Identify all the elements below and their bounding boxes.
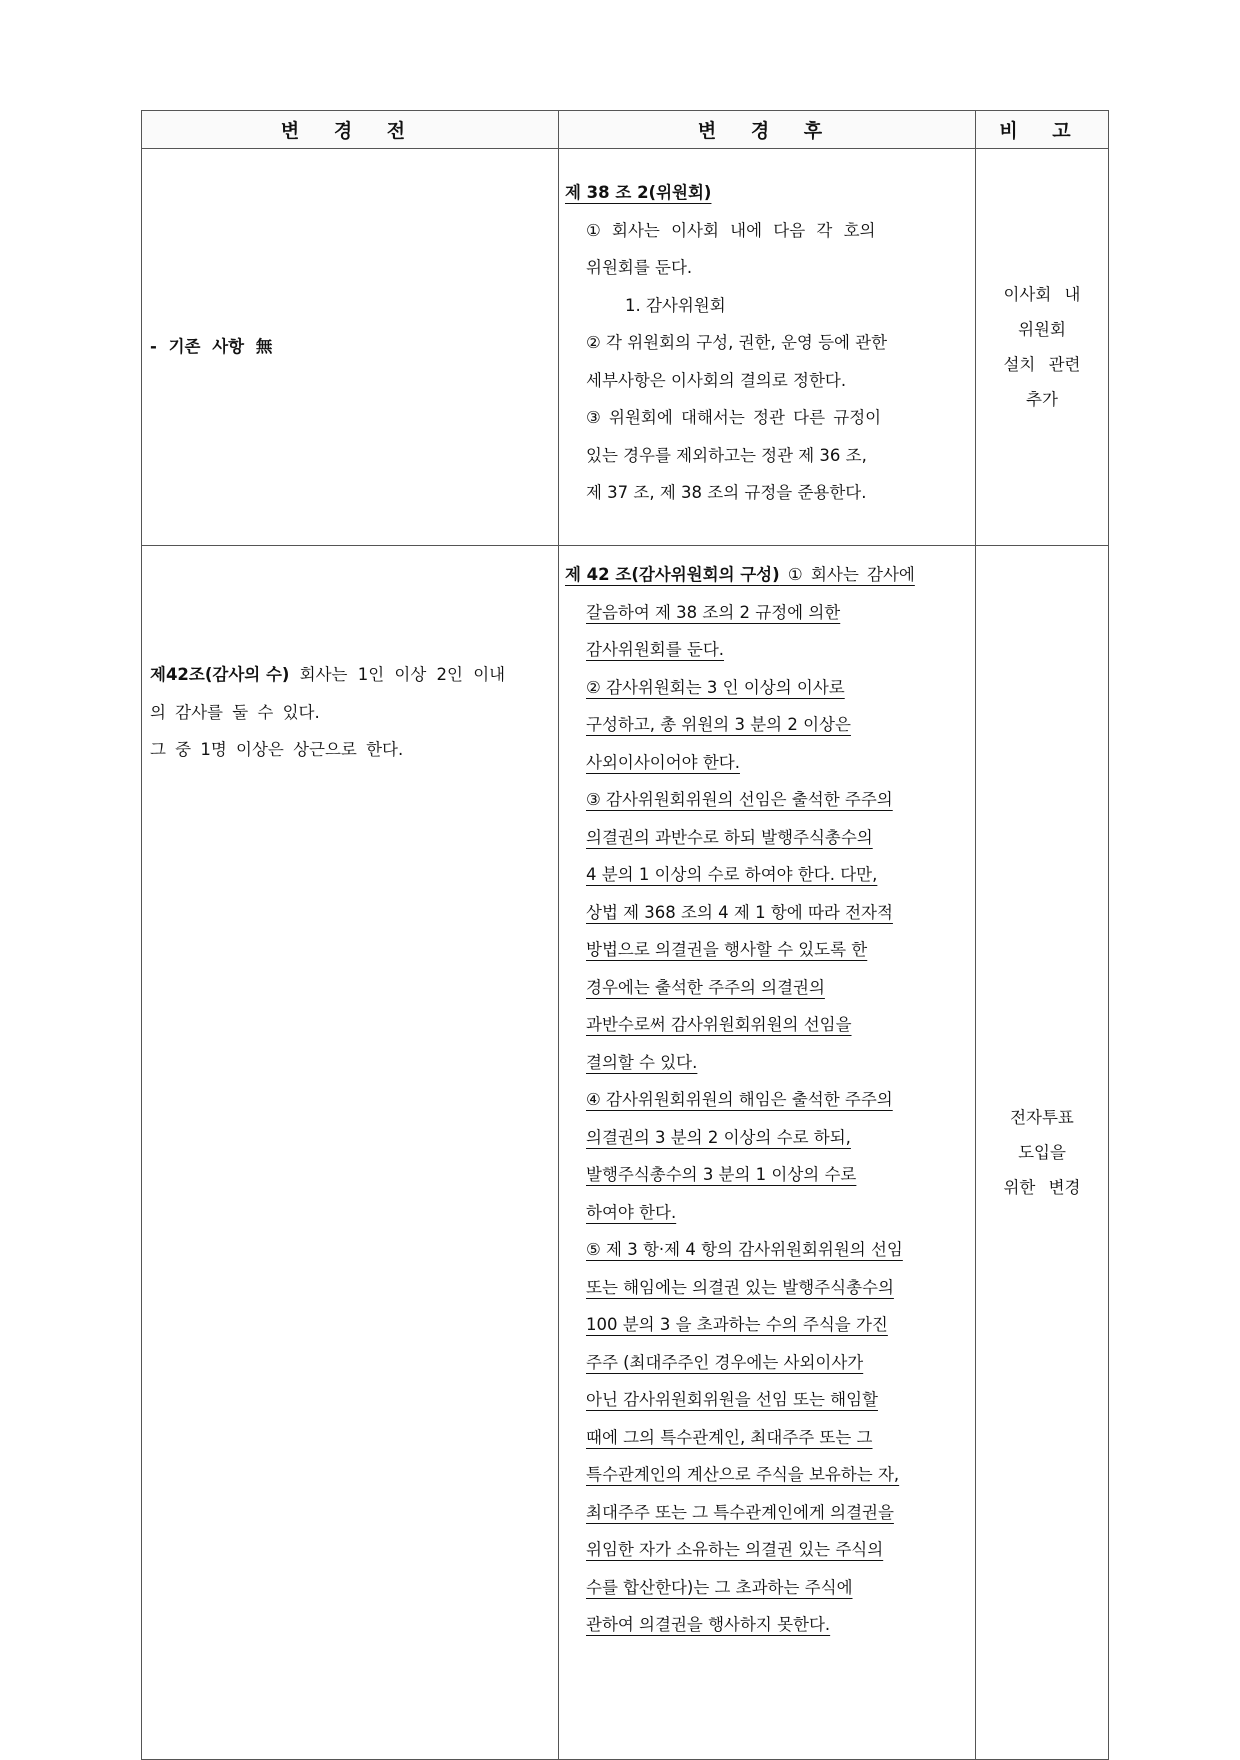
row1-note-line: 설치 관련 [1003, 355, 1081, 374]
row2-after-line: ③ 감사위원회위원의 선임은 출석한 주주의 [586, 790, 893, 809]
row2-before-line: 그 중 1명 이상은 상근으로 한다. [150, 740, 404, 759]
row2-after-line: 방법으로 의결권을 행사할 수 있도록 한 [586, 940, 868, 959]
table-row [142, 546, 1109, 1760]
row2-after-line: 의결권의 3 분의 2 이상의 수로 하되, [586, 1127, 851, 1147]
row2-after-title: 제 42 조(감사위원회의 구성) [565, 565, 780, 584]
row2-after-line: 발행주식총수의 3 분의 1 이상의 수로 [586, 1165, 857, 1184]
row2-after-line: 아닌 감사위원회위원을 선임 또는 해임할 [586, 1390, 878, 1409]
row2-after-line: 위임한 자가 소유하는 의결권 있는 주식의 [586, 1540, 884, 1559]
row1-note-cell [976, 149, 1109, 546]
row2-after-line: 의결권의 과반수로 하되 발행주식총수의 [586, 827, 873, 847]
header-after: 변 경 후 [559, 111, 976, 149]
row1-after-cell [559, 149, 976, 546]
row1-after-title: 제 38 조 2(위원회) [565, 183, 712, 202]
row1-before-text: - 기존 사항 無 [150, 337, 273, 357]
row1-note-line: 위원회 [1018, 320, 1066, 339]
row2-note-cell [976, 546, 1109, 1760]
amendment-comparison-table [141, 110, 1109, 1760]
row2-after-line: 최대주주 또는 그 특수관계인에게 의결권을 [586, 1502, 894, 1522]
row2-after-line: 사외이사이어야 한다. [586, 752, 740, 772]
row2-before-line: 회사는 1인 이상 2인 이내 [289, 665, 506, 684]
header-before: 변 경 전 [142, 111, 559, 149]
row2-after-line: ⑤ 제 3 항·제 4 항의 감사위원회위원의 선임 [586, 1240, 903, 1259]
row2-after-line: 주주 (최대주주인 경우에는 사외이사가 [586, 1352, 864, 1372]
row2-after-line: 특수관계인의 계산으로 주식을 보유하는 자, [586, 1465, 900, 1484]
row1-after-line: ② 각 위원회의 구성, 권한, 운영 등에 관한 [586, 333, 888, 352]
row2-after-line: 수를 합산한다)는 그 초과하는 주식에 [586, 1577, 853, 1597]
row2-after-line: 과반수로써 감사위원회위원의 선임을 [586, 1015, 852, 1034]
row2-after-cell [559, 546, 976, 1760]
header-note: 비 고 [976, 111, 1109, 149]
row1-after-line: 1. 감사위원회 [625, 295, 726, 315]
row2-before-title: 제42조(감사의 수) [150, 665, 290, 684]
row1-after-line: 있는 경우를 제외하고는 정관 제 36 조, [586, 445, 867, 465]
row2-after-line: 결의할 수 있다. [586, 1052, 698, 1072]
row2-after-line: 100 분의 3 을 초과하는 수의 주식을 가진 [586, 1315, 888, 1334]
row2-after-line: 때에 그의 특수관계인, 최대주주 또는 그 [586, 1427, 873, 1447]
row1-after-line: 제 37 조, 제 38 조의 규정을 준용한다. [586, 483, 867, 502]
row2-note-line: 위한 변경 [1003, 1178, 1081, 1197]
row1-after-line: 위원회를 둔다. [586, 258, 693, 277]
row1-note-line: 추가 [1026, 390, 1058, 409]
row2-after-line: 또는 해임에는 의결권 있는 발행주식총수의 [586, 1277, 894, 1297]
row2-after-line: 상법 제 368 조의 4 제 1 항에 따라 전자적 [586, 902, 893, 922]
row2-after-first-tail: ① 회사는 감사에 [779, 565, 915, 584]
row2-after-line: 4 분의 1 이상의 수로 하여야 한다. 다만, [586, 865, 878, 884]
row2-after-line: 경우에는 출석한 주주의 의결권의 [586, 977, 825, 997]
row1-after-line: ③ 위원회에 대해서는 정관 다른 규정이 [586, 408, 882, 427]
table-header-row [142, 111, 1109, 149]
row1-before-cell [142, 149, 559, 546]
row2-before-cell [142, 546, 559, 1760]
table-row [142, 149, 1109, 546]
row2-note-line: 도입을 [1018, 1143, 1066, 1162]
row1-after-line: ① 회사는 이사회 내에 다음 각 호의 [586, 220, 876, 240]
row2-after-line: ② 감사위원회는 3 인 이상의 이사로 [586, 677, 845, 697]
row2-after-line: 하여야 한다. [586, 1202, 677, 1222]
row2-after-line: 구성하고, 총 위원의 3 분의 2 이상은 [586, 715, 851, 734]
row2-note-line: 전자투표 [1010, 1108, 1074, 1127]
row2-after-line: 갈음하여 제 38 조의 2 규정에 의한 [586, 602, 841, 622]
row2-before-line: 의 감사를 둘 수 있다. [150, 702, 320, 722]
row2-after-line: ④ 감사위원회위원의 해임은 출석한 주주의 [586, 1090, 893, 1109]
row2-after-line: 감사위원회를 둔다. [586, 640, 725, 659]
row1-note-line: 이사회 내 [1003, 285, 1081, 304]
row2-after-line: 관하여 의결권을 행사하지 못한다. [586, 1615, 831, 1634]
row1-after-line: 세부사항은 이사회의 결의로 정한다. [586, 370, 847, 390]
